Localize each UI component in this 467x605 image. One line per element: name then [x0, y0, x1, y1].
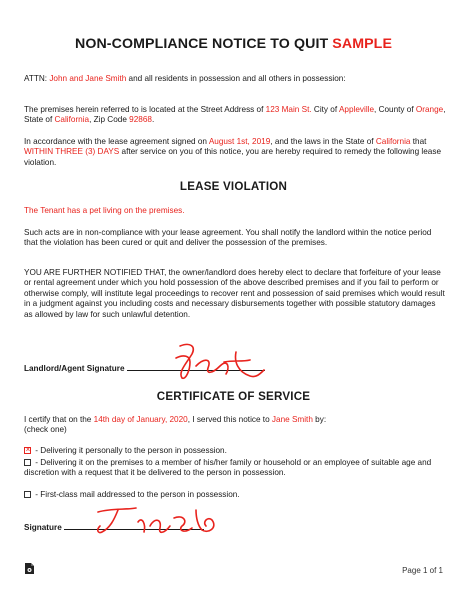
- agreement-deadline: WITHIN THREE (3) DAYS: [24, 147, 120, 157]
- premises-state: California: [54, 115, 90, 125]
- title-main: NON-COMPLIANCE NOTICE TO QUIT: [74, 36, 329, 52]
- attn-names: John and Jane Smith: [49, 74, 127, 83]
- further-notified-paragraph: YOU ARE FURTHER NOTIFIED THAT, the owner/landlord does hereby elect to declare that forfeiture of your lease or rental agreement under which you hold possession of the above described premises and if you fail to perform or otherwise comply, will institute legal proceedings to recover rent and possession of said premises which would result in a judgment against you including costs and necessary disbursements together with possible statutory damages as allowed by law for such unlawful detention.: [24, 268, 445, 319]
- landlord-signature-row: [24, 362, 446, 374]
- attn-label: ATTN:: [24, 74, 48, 83]
- noncompliance-paragraph: Such acts are in non-compliance with your lease agreement. You shall notify the landlord within the notice period that the violation has been cured or quit and deliver the possession of the premises.: [24, 228, 432, 248]
- agreement-text: that: [412, 137, 427, 146]
- service-signature-line[interactable]: [64, 521, 204, 530]
- page-title: [0, 36, 467, 52]
- service-option-2[interactable]: [24, 458, 446, 479]
- service-signature-row: [24, 521, 446, 533]
- service-option-1[interactable]: [24, 446, 446, 456]
- certificate-text: I certify that on the: [24, 415, 92, 424]
- certificate-served-to: Jane Smith: [271, 415, 313, 424]
- premises-text: , State of: [24, 105, 446, 125]
- certificate-statement: [24, 415, 446, 436]
- landlord-signature-label: Landlord/Agent Signature: [24, 364, 125, 373]
- certificate-text: , I served this notice to: [187, 415, 270, 424]
- doc-logo-icon: [23, 562, 36, 575]
- certificate-day: 14th day of January, 2020: [93, 415, 188, 424]
- premises-text: , Zip Code: [89, 115, 127, 125]
- premises-street: 123 Main St.: [265, 105, 312, 114]
- certificate-heading: CERTIFICATE OF SERVICE: [156, 390, 311, 403]
- title-sample: SAMPLE: [332, 36, 393, 52]
- premises-text: The premises herein referred to is located at the Street Address of: [24, 105, 264, 114]
- attn-rest: and all residents in possession and all others in possession:: [128, 74, 346, 83]
- premises-text: City of: [313, 105, 338, 114]
- premises-paragraph: [24, 105, 446, 126]
- service-option-checkbox[interactable]: [24, 491, 31, 498]
- page-number: Page 1 of 1: [402, 566, 443, 575]
- certificate-text: by:: [315, 415, 327, 424]
- service-signature-label: Signature: [24, 523, 62, 532]
- service-option-3[interactable]: [24, 490, 446, 500]
- premises-text: , County of: [374, 105, 414, 114]
- premises-city: Appleville: [338, 105, 375, 114]
- agreement-text: In accordance with the lease agreement signed on: [24, 137, 207, 146]
- service-option-checkbox-checked[interactable]: [24, 447, 31, 454]
- lease-violation-heading: LEASE VIOLATION: [179, 180, 288, 193]
- attn-paragraph: [24, 74, 446, 84]
- service-option-label: - First-class mail addressed to the person in possession.: [35, 490, 240, 499]
- premises-zip: 92868: [129, 115, 152, 125]
- premises-county: Orange: [415, 105, 444, 114]
- service-option-checkbox[interactable]: [24, 459, 31, 466]
- landlord-signature-line[interactable]: [127, 362, 265, 371]
- certificate-check-one: (check one): [24, 425, 67, 435]
- agreement-date: August 1st, 2019: [208, 137, 271, 146]
- service-option-label: - Delivering it on the premises to a member of his/her family or household or an employee of suitable age and discretion with a request that it be delivered to the person in possession.: [24, 458, 432, 478]
- violation-text: The Tenant has a pet living on the premises.: [24, 206, 185, 215]
- agreement-paragraph: [24, 137, 446, 168]
- landlord-signature-scribble: [168, 340, 268, 382]
- agreement-text: , and the laws in the State of: [270, 137, 374, 146]
- service-option-label: - Delivering it personally to the person in possession.: [35, 446, 227, 455]
- agreement-state: California: [375, 137, 411, 146]
- agreement-text: after service on you of this notice, you are hereby required to remedy the following lease violation.: [24, 147, 442, 167]
- premises-text: .: [151, 115, 155, 125]
